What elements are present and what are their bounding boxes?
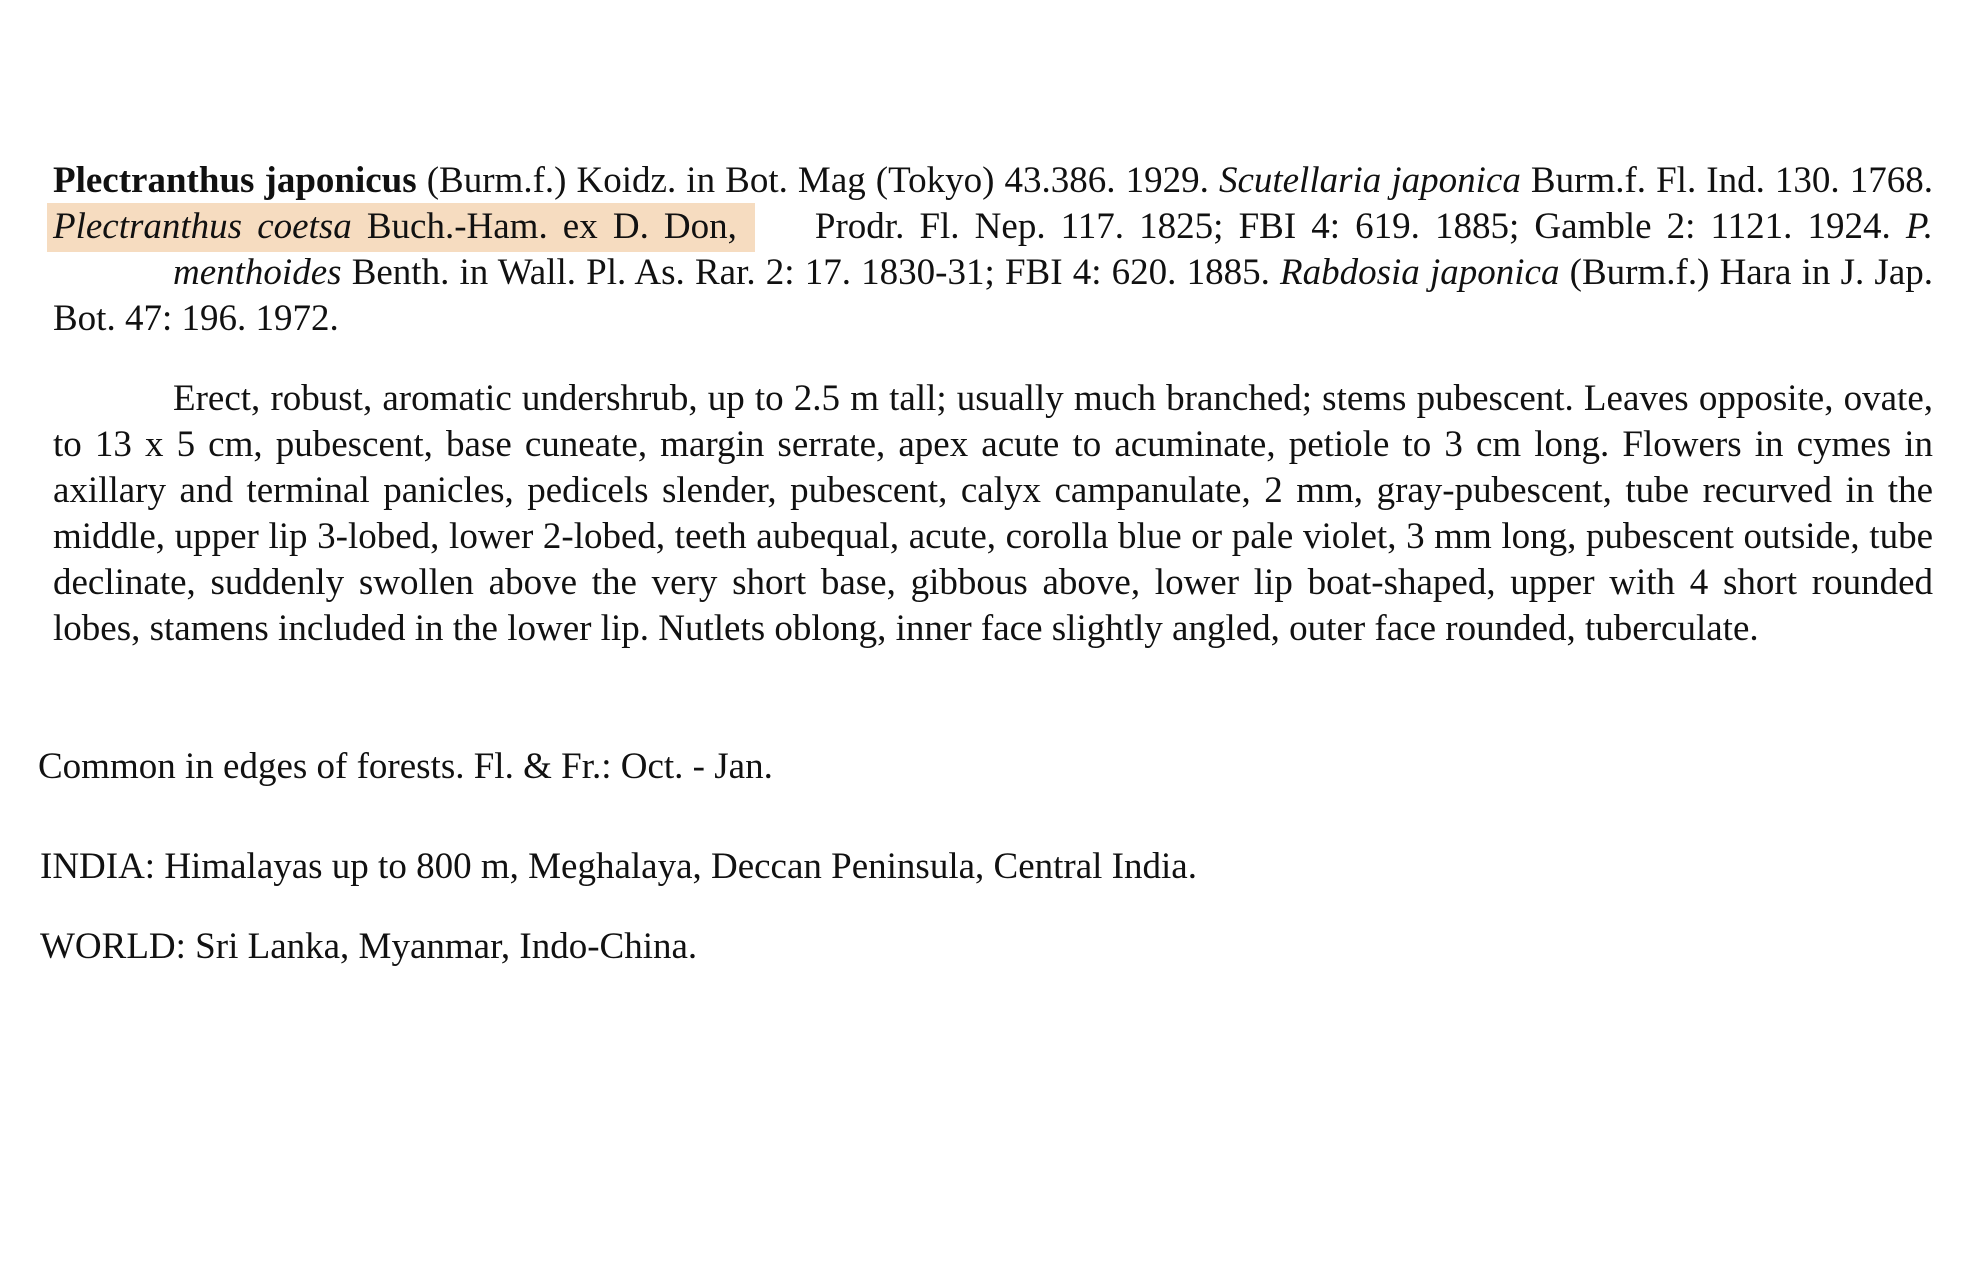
accepted-name-citation: (Burm.f.) Koidz. in Bot. Mag (Tokyo) 43.386. 1929.	[416, 160, 1219, 201]
synonym-scutellaria-citation: Burm.f. Fl. Ind. 130. 1768.	[1520, 160, 1933, 201]
synonym-rabdosia-japonica: Rabdosia japonica	[1280, 252, 1560, 293]
synonym-menthoides-citation: Benth. in Wall. Pl. As. Rar. 2: 17. 1830-31; FBI 4: 620. 1885.	[341, 252, 1281, 293]
synonym-genus-abbreviation: P.	[1905, 206, 1933, 247]
synonym-menthoides-epithet: menthoides	[173, 252, 342, 293]
distribution-world: WORLD: Sri Lanka, Myanmar, Indo-China.	[40, 926, 698, 967]
habitat-line: Common in edges of forests. Fl. & Fr.: Oct. - Jan.	[38, 746, 773, 787]
synonym-plectranthus-coetsa: Plectranthus coetsa	[53, 206, 352, 247]
synonym-rabdosia-citation: (Burm.f.) Hara in J. Jap. Bot. 47: 196. 1972.	[53, 252, 1933, 339]
distribution-india: INDIA: Himalayas up to 800 m, Meghalaya, Deccan Peninsula, Central India.	[40, 846, 1197, 887]
description-paragraph: Erect, robust, aromatic undershrub, up to 2.5 m tall; usually much branched; stems pubescent. Leaves opposite, ovate, to 13 x 5 cm, pubescent, base cuneate, margin serrate, apex acute to acuminate, petiole to 3 cm long. Flowers in cymes in axillary and terminal panicles, pedicels slender, pubescent, calyx campanulate, 2 mm, gray-pubescent, tube recurved in the middle, upper lip 3-lobed, lower 2-lobed, teeth aubequal, acute, corolla blue or pale violet, 3 mm long, pubescent outside, tube declinate, suddenly swollen above the very short base, gibbous above, lower lip boat-shaped, upper with 4 short rounded lobes, stamens included in the lower lip. Nutlets oblong, inner face slightly angled, outer face rounded, tuberculate.	[53, 378, 1933, 649]
nomenclature-paragraph	[53, 158, 1933, 342]
synonym-scutellaria-japonica: Scutellaria japonica	[1218, 160, 1521, 201]
synonym-coetsa-citation: Prodr. Fl. Nep. 117. 1825; FBI 4: 619. 1885; Gamble 2: 1121. 1924.	[814, 206, 1906, 247]
highlighted-synonym	[47, 203, 755, 252]
accepted-name: Plectranthus japonicus	[53, 160, 417, 201]
synonym-coetsa-author: Buch.-Ham. ex D. Don,	[351, 206, 737, 247]
